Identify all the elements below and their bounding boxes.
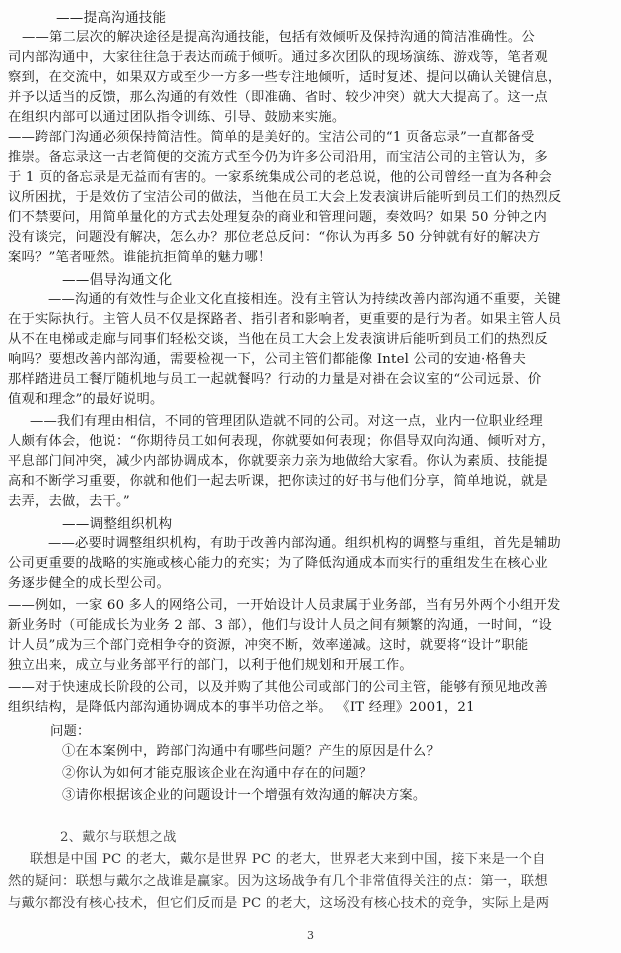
paragraph-line: ——第二层次的解决途径是提高沟通技能，包括有效倾听及保持沟通的简洁准确性。公 bbox=[22, 30, 535, 45]
paragraph-line: 于 1 页的备忘录是无益而有害的。一家系统集成公司的老总说，他的公司曾经一直为各种会 bbox=[8, 170, 552, 185]
paragraph-line: 那样踏进员工餐厅随机地与员工一起就餐吗？行动的力量是对褂在会议室的“公司远景、价 bbox=[8, 372, 542, 387]
paragraph-line: 案吗？”笔者哑然。谁能抗拒简单的魅力哪！ bbox=[8, 250, 272, 265]
paragraph-line: 察到，在交流中，如果双方或至少一方多一些专注地倾听，适时复述、提问以确认关键信息， bbox=[8, 70, 562, 85]
paragraph-line: 计人员”成为三个部门竞相争夺的资源，冲突不断，效率递减。这时，就要将“设计”职能 bbox=[8, 638, 529, 653]
section-heading-communication-culture: ——倡导沟通文化 bbox=[62, 272, 173, 288]
paragraph-line: 联想是中国 PC 的老大，戴尔是世界 PC 的老大，世界老大来到中国，接下来是一个自 bbox=[30, 852, 546, 867]
section-heading-org-structure: ——调整组织机构 bbox=[62, 516, 173, 532]
paragraph-line: 在组织内部可以通过团队指令训练、引导、鼓励来实施。 bbox=[8, 110, 346, 125]
paragraph-line: 高和不断学习重要，你就和他们一起去听课，把你读过的好书与他们分享，简单地说，就是 bbox=[8, 474, 548, 489]
paragraph-line: 在于实际执行。主管人员不仅是探路者、指引者和影响者，更重要的是行为者。如果主管人员 bbox=[8, 312, 562, 327]
paragraph-line: ——我们有理由相信，不同的管理团队造就不同的公司。对这一点，业内一位职业经理 bbox=[30, 414, 543, 429]
paragraph-line: 司内部沟通中，大家往往急于表达而疏于倾听。通过多次团队的现场演练、游戏等，笔者观 bbox=[8, 50, 548, 65]
case-title: 2、戴尔与联想之战 bbox=[60, 830, 177, 845]
paragraph-line: 并予以适当的反馈，那么沟通的有效性（即准确、省时、较少冲突）就大大提高了。这一点 bbox=[8, 90, 548, 105]
paragraph-line: 公司更重要的战略的实施或核心能力的充实；为了降低沟通成本而实行的重组发生在核心业 bbox=[8, 556, 548, 571]
paragraph-line: 响吗？要想改善内部沟通，需要检视一下，公司主管们都能像 Intel 公司的安迪·格鲁夫 bbox=[8, 352, 526, 367]
paragraph-line: 组织结构，是降低内部沟通协调成本的事半功倍之举。 《IT 经理》2001，21 bbox=[8, 700, 475, 715]
paragraph-line: 们不禁要问，用简单量化的方式去处理复杂的商业和管理问题，奏效吗？如果 50 分钟之内 bbox=[8, 210, 548, 225]
paragraph-line: 去弄，去做，去干。” bbox=[8, 494, 130, 509]
paragraph-line: 没有谈完，问题没有解决，怎么办？那位老总反问：“你认为再多 50 分钟就有好的解决方 bbox=[8, 230, 541, 245]
paragraph-line: 与戴尔都没有核心技术，但它们反而是 PC 的老大，这场没有核心技术的竞争，实际上是两 bbox=[8, 896, 550, 911]
paragraph-line: 人颇有体会，他说：“你期待员工如何表现，你就要如何表现；你倡导双向沟通、倾听对方， bbox=[8, 434, 555, 449]
question-item: ①在本案例中，跨部门沟通中有哪些问题？产生的原因是什么？ bbox=[62, 744, 440, 759]
question-item: ②你认为如何才能克服该企业在沟通中存在的问题？ bbox=[62, 766, 373, 781]
paragraph-line: 推崇。备忘录这一古老简便的交流方式至今仍为许多公司沿用，而宝洁公司的主管认为，多 bbox=[8, 150, 548, 165]
paragraph-line: ——对于快速成长阶段的公司，以及并购了其他公司或部门的公司主管，能够有预见地改善 bbox=[8, 680, 548, 695]
paragraph-line: 然的疑问：联想与戴尔之战谁是赢家。因为这场战争有几个非常值得关注的点：第一，联想 bbox=[8, 874, 548, 889]
paragraph-line: 议所困扰，于是效仿了宝洁公司的做法，当他在员工大会上发表演讲后能听到员工们的热烈反 bbox=[8, 190, 562, 205]
paragraph-line: 务逐步健全的成长型公司。 bbox=[8, 576, 170, 591]
paragraph-line: 独立出来，成立与业务部平行的部门，以利于他们规划和开展工作。 bbox=[8, 658, 413, 673]
paragraph-line: 新业务时（可能成长为业务 2 部、3 部），他们与设计人员之间有频繁的沟通，一时间，“设 bbox=[8, 618, 552, 633]
paragraph-line: ——必要时调整组织机构，有助于改善内部沟通。组织机构的调整与重组，首先是辅助 bbox=[48, 536, 561, 551]
paragraph-line: ——沟通的有效性与企业文化直接相连。没有主管认为持续改善内部沟通不重要，关键 bbox=[48, 292, 561, 307]
paragraph-line: 值观和理念”的最好说明。 bbox=[8, 392, 164, 407]
paragraph-line: ——跨部门沟通必须保持简洁性。简单的是美好的。宝洁公司的“1 页备忘录”一直都备受 bbox=[8, 130, 535, 145]
questions-label: 问题： bbox=[50, 724, 91, 739]
paragraph-line: 平息部门间冲突，减少内部协调成本，你就要亲力亲为地做给大家看。你认为素质、技能提 bbox=[8, 454, 548, 469]
section-heading-communication-skills: ——提高沟通技能 bbox=[56, 10, 167, 26]
page-number: 3 bbox=[307, 929, 314, 942]
question-item: ③请你根据该企业的问题设计一个增强有效沟通的解决方案。 bbox=[62, 788, 427, 803]
paragraph-line: 从不在电梯或走廊与同事们轻松交谈，当他在员工大会上发表演讲后能听到员工们的热烈反 bbox=[8, 332, 548, 347]
paragraph-line: ——例如，一家 60 多人的网络公司，一开始设计人员隶属于业务部，当有另外两个小组开发 bbox=[8, 598, 561, 613]
